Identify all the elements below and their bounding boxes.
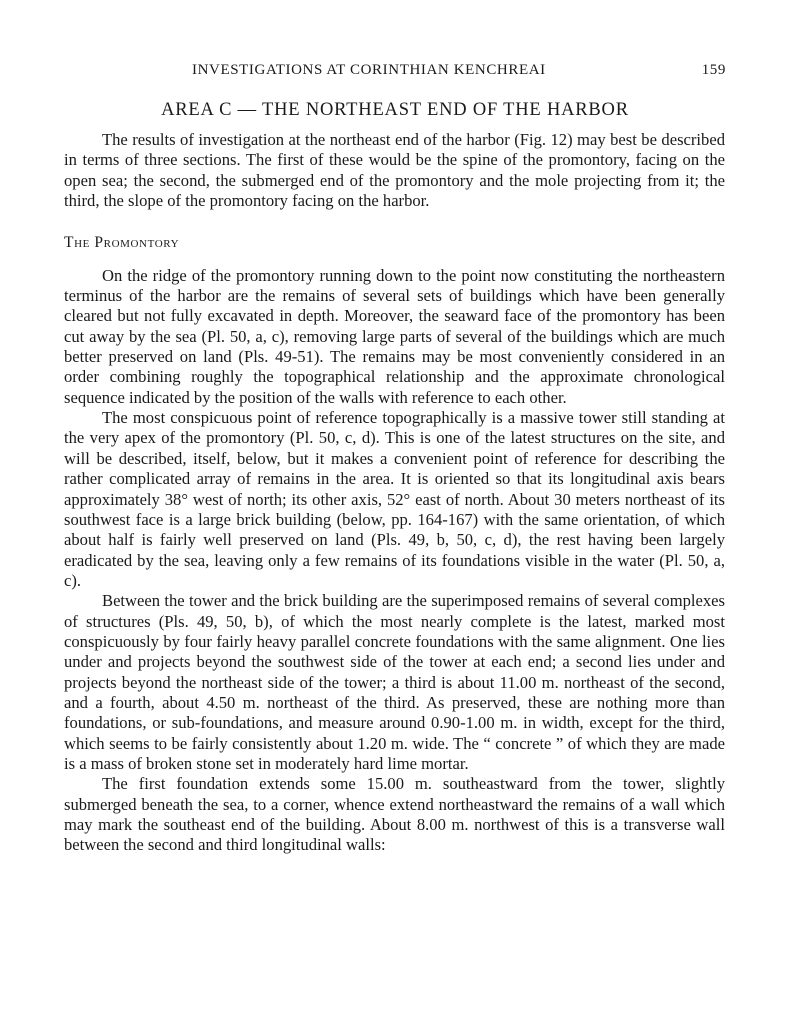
paragraph: The first foundation extends some 15.00 m. southeastward from the tower, slightly submerged beneath the sea, to a corner, whence extend northeastward the remains of a wall which may mark the southeast end of the building. About 8.00 m. northwest of this is a transverse wall between the second and third longitudinal walls: — [64, 774, 725, 855]
running-title: INVESTIGATIONS AT CORINTHIAN KENCHREAI — [192, 62, 546, 78]
intro-paragraph: The results of investigation at the northeast end of the harbor (Fig. 12) may best be described in terms of three sections. The first of these would be the spine of the promontory, facing on the open sea; the second, the submerged end of the promontory and the mole projecting from it; the third, the slope of the promontory facing on the harbor. — [64, 130, 725, 211]
subsection-heading: The Promontory — [64, 234, 180, 252]
page-number: 159 — [701, 62, 726, 78]
section-title: AREA C — THE NORTHEAST END OF THE HARBOR — [161, 100, 629, 120]
paragraph: Between the tower and the brick building are the superimposed remains of several complexes of structures (Pls. 49, 50, b), of which the most nearly complete is the latest, marked most conspicuously by four fairly heavy parallel concrete foundations with the same alignment. One lies under and projects beyond the southwest side of the tower at each end; a second lies under and projects beyond the northeast side of the tower; a third is about 11.00 m. northeast of the second, and a fourth, about 4.50 m. northeast of the third. As preserved, these are nothing more than foundations, or sub-foundations, and measure around 0.90-1.00 m. in width, except for the third, which seems to be fairly consistently about 1.20 m. wide. The “ concrete ” of which they are made is a mass of broken stone set in moderately hard lime mortar. — [64, 591, 725, 773]
body-text — [64, 130, 725, 856]
paragraph: The most conspicuous point of reference topographically is a massive tower still standing at the very apex of the promontory (Pl. 50, c, d). This is one of the latest structures on the site, and will be described, itself, below, but it makes a convenient point of reference for describing the rather complicated array of remains in the area. It is oriented so that its longitudinal axis bears approximately 38° west of north; its other axis, 52° east of north. About 30 meters northeast of its southwest face is a large brick building (below, pp. 164-167) with the same orientation, of which about half is fairly well preserved on land (Pls. 49, b, 50, c, d), the rest having been largely eradicated by the sea, leaving only a few remains of its foundations visible in the water (Pl. 50, a, c). — [64, 408, 725, 590]
paragraph: On the ridge of the promontory running down to the point now constituting the northeastern terminus of the harbor are the remains of several sets of buildings which have been generally cleared but not fully excavated in depth. Moreover, the seaward face of the promontory has been cut away by the sea (Pl. 50, a, c), removing large parts of several of the buildings which are much better preserved on land (Pls. 49-51). The remains may be most conveniently considered in an order combining roughly the topographical relationship and the approximate chronological sequence indicated by the position of the walls with reference to each other. — [64, 265, 725, 407]
